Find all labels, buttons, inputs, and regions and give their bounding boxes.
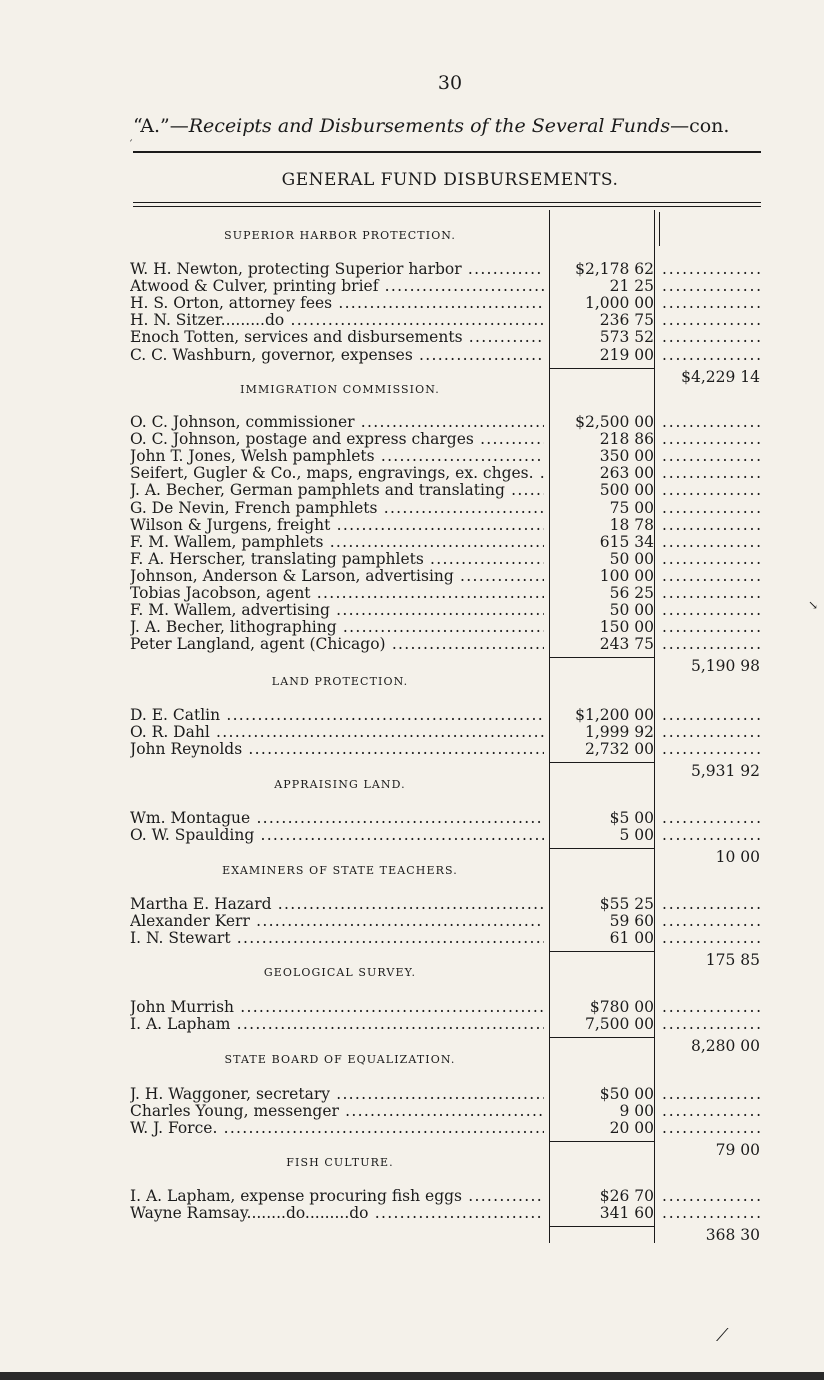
leader-dots: ............... bbox=[662, 913, 763, 931]
payee-name: Tobias Jacobson, agent ..... bbox=[130, 585, 544, 602]
leader-dots: ............... bbox=[662, 1103, 763, 1121]
payee-name: O. C. Johnson, postage and express charges ..... bbox=[130, 431, 544, 448]
leader-dots: ............... bbox=[662, 724, 763, 742]
page-number: 30 bbox=[437, 72, 463, 94]
payee-name: John Reynolds ..... bbox=[130, 741, 544, 758]
payment-amount: 59 60 bbox=[609, 912, 654, 931]
payee-name: John T. Jones, Welsh pamphlets ..... bbox=[130, 448, 544, 465]
payment-amount: $55 25 bbox=[599, 895, 654, 913]
table-title: GENERAL FUND DISBURSEMENTS. bbox=[281, 170, 619, 190]
payee-name: H. S. Orton, attorney fees ..... bbox=[130, 295, 544, 312]
leader-dots: ............... bbox=[662, 448, 763, 466]
leader-dots: ............... bbox=[662, 295, 763, 313]
leader-dots: ............... bbox=[662, 707, 763, 724]
payment-amount: $1,200 00 bbox=[575, 706, 654, 724]
payment-amount: 243 75 bbox=[599, 635, 654, 654]
section-heading: GEOLOGICAL SURVEY. bbox=[263, 966, 417, 979]
section-heading: APPRAISING LAND. bbox=[274, 778, 406, 791]
leader-dots: ............... bbox=[662, 329, 763, 347]
scan-bottom-edge bbox=[0, 1372, 824, 1380]
leader-dots: ............... bbox=[662, 482, 763, 500]
payment-amount: 350 00 bbox=[599, 447, 654, 466]
payee-name: H. N. Sitzer.........do ..... bbox=[130, 312, 544, 329]
leader-dots: ............... bbox=[662, 550, 763, 568]
payment-amount: 236 75 bbox=[599, 311, 654, 330]
subtotal-rule bbox=[549, 657, 654, 658]
subtotal-rule bbox=[549, 848, 654, 849]
section-heading: FISH CULTURE. bbox=[286, 1156, 394, 1169]
section-total: $4,229 14 bbox=[681, 367, 760, 386]
leader-dots: ............... bbox=[662, 278, 763, 296]
payee-name: C. C. Washburn, governor, expenses ..... bbox=[130, 347, 544, 364]
leader-dots: ............... bbox=[662, 810, 763, 827]
payment-amount: 573 52 bbox=[599, 328, 654, 347]
payee-name: Charles Young, messenger ..... bbox=[130, 1103, 544, 1120]
payment-amount: 75 00 bbox=[609, 498, 654, 517]
leader-dots: ............... bbox=[662, 602, 763, 620]
leader-dots: ............... bbox=[662, 346, 763, 364]
payment-amount: 219 00 bbox=[599, 345, 654, 364]
payee-name: Seifert, Gugler & Co., maps, engravings, ex. chges. ..... bbox=[130, 465, 544, 482]
payee-name: J. A. Becher, lithographing ..... bbox=[130, 619, 544, 636]
leader-dots: ............... bbox=[662, 1205, 763, 1223]
leader-dots: ............... bbox=[662, 999, 763, 1016]
section-heading: LAND PROTECTION. bbox=[271, 675, 409, 688]
section-total: 175 85 bbox=[705, 951, 760, 970]
section-heading: EXAMINERS OF STATE TEACHERS. bbox=[222, 864, 458, 877]
payee-name: John Murrish ..... bbox=[130, 999, 544, 1016]
payee-name: O. W. Spaulding ..... bbox=[130, 827, 544, 844]
payment-amount: 50 00 bbox=[609, 549, 654, 568]
payment-amount: 1,999 92 bbox=[584, 723, 654, 742]
leader-dots: ............... bbox=[662, 261, 763, 278]
subtotal-rule bbox=[549, 1141, 654, 1142]
subtotal-rule bbox=[549, 951, 654, 952]
section-total: 8,280 00 bbox=[690, 1037, 760, 1056]
payment-amount: 5 00 bbox=[619, 826, 654, 845]
leader-dots: ............... bbox=[662, 1120, 763, 1138]
payee-name: Wayne Ramsay........do.........do ..... bbox=[130, 1205, 544, 1222]
leader-dots: ............... bbox=[662, 567, 763, 585]
payee-name: I. A. Lapham, expense procuring fish eggs ..... bbox=[130, 1188, 544, 1205]
leader-dots: ............... bbox=[662, 1086, 763, 1103]
payment-amount: 7,500 00 bbox=[584, 1015, 654, 1034]
header-suffix: —con. bbox=[670, 115, 730, 137]
leader-dots: ............... bbox=[662, 741, 763, 759]
header-prefix: “A.”— bbox=[133, 115, 189, 137]
payment-amount: 218 86 bbox=[599, 430, 654, 449]
section-total: 368 30 bbox=[705, 1226, 760, 1245]
payment-amount: 500 00 bbox=[599, 481, 654, 500]
payee-name: G. De Nevin, French pamphlets ..... bbox=[130, 500, 544, 517]
payment-amount: 50 00 bbox=[609, 601, 654, 620]
leader-dots: ............... bbox=[662, 827, 763, 845]
payment-amount: 341 60 bbox=[599, 1204, 654, 1223]
section-total: 5,931 92 bbox=[690, 762, 760, 781]
leader-dots: ............... bbox=[662, 619, 763, 637]
section-total: 79 00 bbox=[715, 1141, 760, 1160]
amount-column-divider-right-top-mark bbox=[659, 212, 660, 246]
payee-name: Johnson, Anderson & Larson, advertising ..... bbox=[130, 568, 544, 585]
section-total: 10 00 bbox=[715, 848, 760, 867]
subtotal-rule bbox=[549, 1037, 654, 1038]
payment-amount: $2,500 00 bbox=[575, 413, 654, 431]
subtotal-rule bbox=[549, 1226, 654, 1227]
amount-column-divider-right bbox=[654, 210, 655, 1243]
header-rule bbox=[133, 151, 761, 153]
payee-name: W. H. Newton, protecting Superior harbor ..... bbox=[130, 261, 544, 278]
payee-name: W. J. Force. ..... bbox=[130, 1120, 544, 1137]
payment-amount: 615 34 bbox=[599, 532, 654, 551]
payee-name: O. C. Johnson, commissioner ..... bbox=[130, 414, 544, 431]
payee-name: J. A. Becher, German pamphlets and translating ..... bbox=[130, 482, 544, 499]
payee-name: Peter Langland, agent (Chicago) ..... bbox=[130, 636, 544, 653]
payee-name: Wm. Montague ..... bbox=[130, 810, 544, 827]
payee-name: Wilson & Jurgens, freight ..... bbox=[130, 517, 544, 534]
payment-amount: 100 00 bbox=[599, 566, 654, 585]
section-heading: IMMIGRATION COMMISSION. bbox=[240, 383, 440, 396]
leader-dots: ............... bbox=[662, 465, 763, 483]
subtotal-rule bbox=[549, 762, 654, 763]
payee-name: Alexander Kerr ..... bbox=[130, 913, 544, 930]
leader-dots: ............... bbox=[662, 930, 763, 948]
payee-name: I. A. Lapham ..... bbox=[130, 1016, 544, 1033]
payment-amount: $5 00 bbox=[609, 809, 654, 827]
section-heading: STATE BOARD OF EQUALIZATION. bbox=[224, 1053, 456, 1066]
leader-dots: ............... bbox=[662, 896, 763, 913]
payee-name: F. A. Herscher, translating pamphlets ..... bbox=[130, 551, 544, 568]
payment-amount: 61 00 bbox=[609, 929, 654, 948]
payee-name: J. H. Waggoner, secretary ..... bbox=[130, 1086, 544, 1103]
subtotal-rule bbox=[549, 368, 654, 369]
stray-mark-margin: ↘ bbox=[808, 598, 819, 612]
payment-amount: 263 00 bbox=[599, 464, 654, 483]
payment-amount: 20 00 bbox=[609, 1119, 654, 1138]
section-total: 5,190 98 bbox=[690, 657, 760, 676]
payment-amount: 21 25 bbox=[609, 277, 654, 296]
payment-amount: $26 70 bbox=[599, 1187, 654, 1205]
leader-dots: ............... bbox=[662, 431, 763, 449]
stray-tick-mark: ´ bbox=[128, 140, 133, 151]
leader-dots: ............... bbox=[662, 414, 763, 431]
payment-amount: 150 00 bbox=[599, 618, 654, 637]
leader-dots: ............... bbox=[662, 499, 763, 517]
payee-name: Atwood & Culver, printing brief ..... bbox=[130, 278, 544, 295]
payment-amount: 9 00 bbox=[619, 1102, 654, 1121]
header-italic: Receipts and Disbursements of the Several Funds bbox=[188, 115, 671, 137]
payee-name: Martha E. Hazard ..... bbox=[130, 896, 544, 913]
payee-name: O. R. Dahl ..... bbox=[130, 724, 544, 741]
payment-amount: 1,000 00 bbox=[584, 294, 654, 313]
payment-amount: 56 25 bbox=[609, 584, 654, 602]
leader-dots: ............... bbox=[662, 636, 763, 654]
stray-mark-bottom: ⟋ bbox=[716, 1325, 729, 1346]
payment-amount: 18 78 bbox=[609, 515, 654, 534]
leader-dots: ............... bbox=[662, 585, 763, 602]
section-heading: SUPERIOR HARBOR PROTECTION. bbox=[224, 229, 456, 242]
payee-name: D. E. Catlin ..... bbox=[130, 707, 544, 724]
leader-dots: ............... bbox=[662, 1016, 763, 1034]
payee-name: I. N. Stewart ..... bbox=[130, 930, 544, 947]
payee-name: Enoch Totten, services and disbursements ..... bbox=[130, 329, 544, 346]
payee-name: F. M. Wallem, pamphlets ..... bbox=[130, 534, 544, 551]
leader-dots: ............... bbox=[662, 533, 763, 551]
leader-dots: ............... bbox=[662, 312, 763, 330]
payment-amount: 2,732 00 bbox=[584, 740, 654, 759]
payment-amount: $50 00 bbox=[599, 1085, 654, 1103]
payment-amount: $780 00 bbox=[589, 998, 654, 1016]
leader-dots: ............... bbox=[662, 1188, 763, 1205]
table-top-rule bbox=[133, 202, 761, 207]
running-header bbox=[133, 115, 765, 137]
payee-name: F. M. Wallem, advertising ..... bbox=[130, 602, 544, 619]
payment-amount: $2,178 62 bbox=[575, 260, 654, 278]
leader-dots: ............... bbox=[662, 516, 763, 534]
